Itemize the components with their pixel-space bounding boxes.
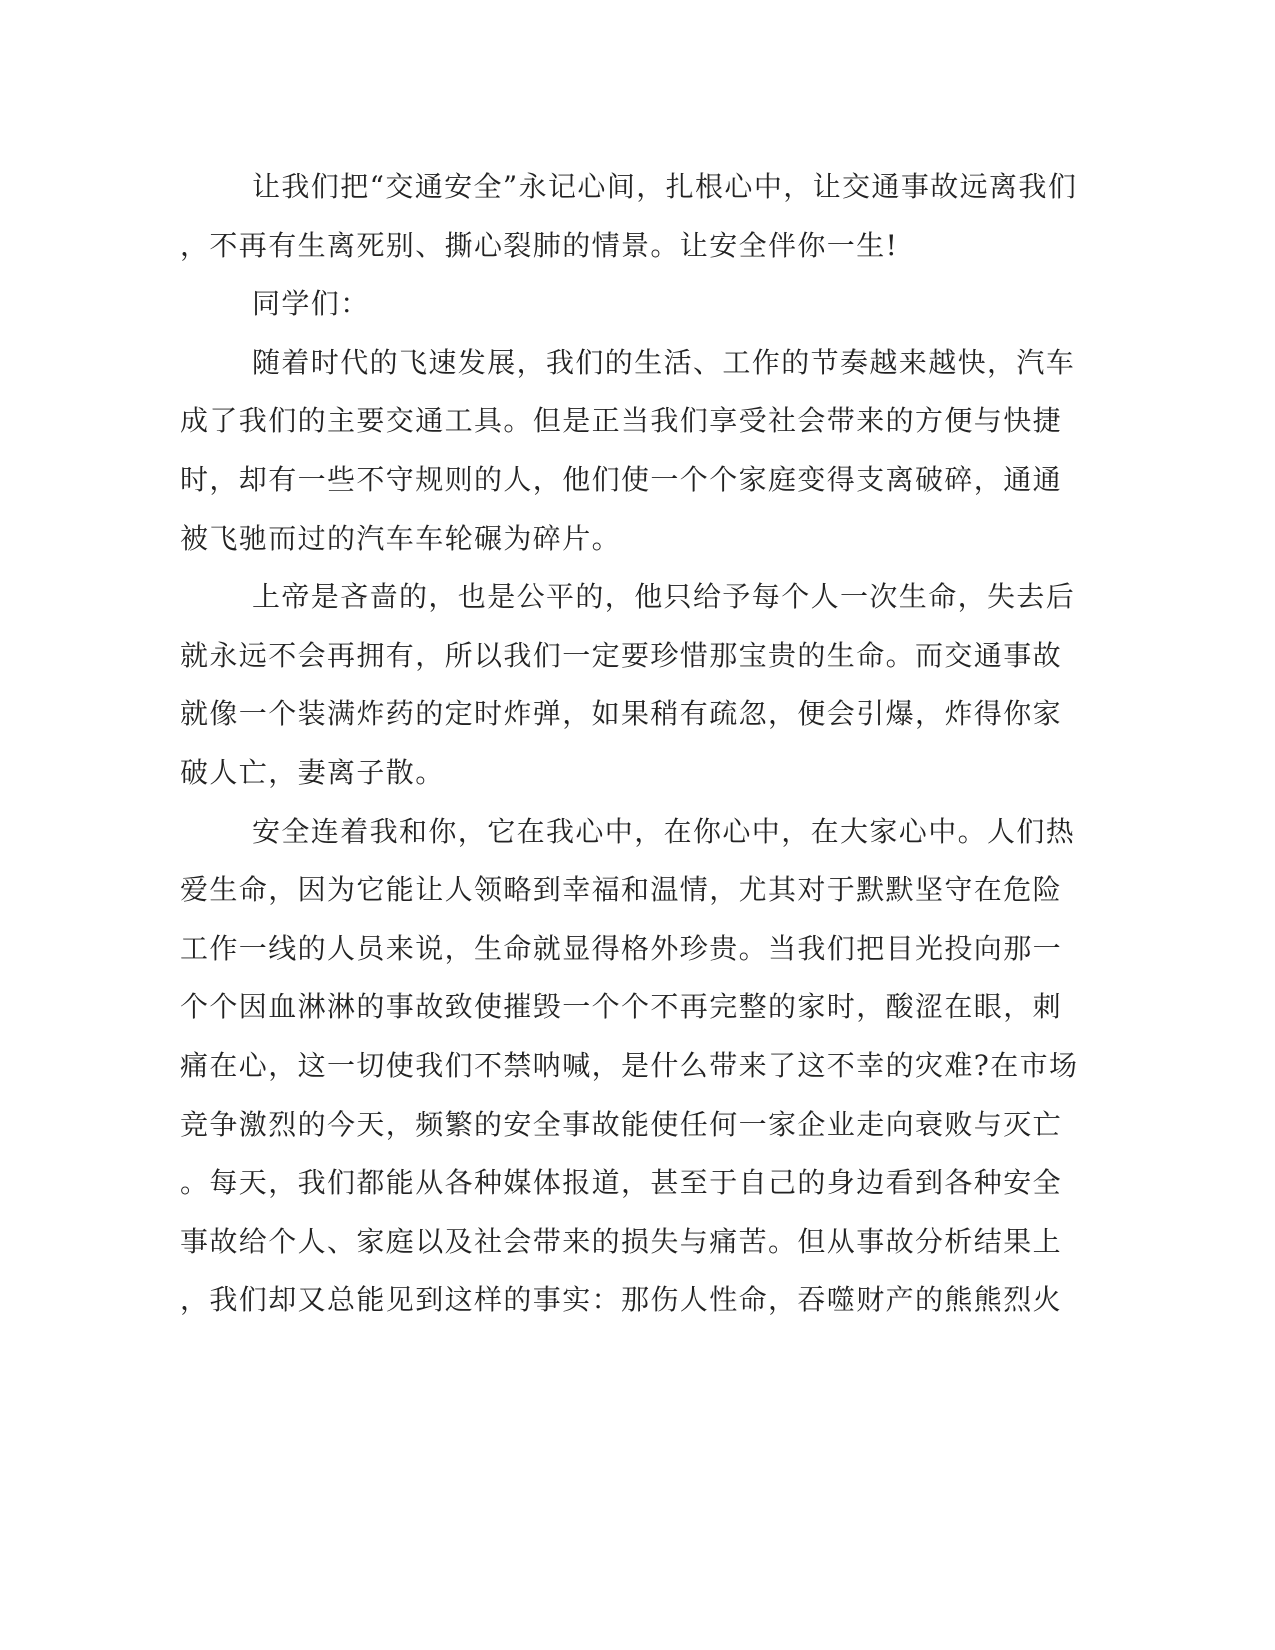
text-line: 被飞驰而过的汽车车轮碾为碎片。 [180,521,622,555]
text-line: 。每天，我们都能从各种媒体报道，甚至于自己的身边看到各种安全 [180,1166,1063,1200]
text-line: 痛在心，这一切使我们不禁呐喊，是什么带来了这不幸的灾难?在市场 [180,1048,1079,1082]
document-body [180,158,1079,1330]
text-line: ，我们却又总能见到这样的事实：那伤人性命，吞噬财产的熊熊烈火 [180,1283,1063,1317]
text-line: 时，却有一些不守规则的人，他们使一个个家庭变得支离破碎，通通 [180,462,1063,496]
text-line: 就永远不会再拥有，所以我们一定要珍惜那宝贵的生命。而交通事故 [180,638,1063,672]
text-line: 工作一线的人员来说，生命就显得格外珍贵。当我们把目光投向那一 [180,931,1063,965]
text-line: 就像一个装满炸药的定时炸弹，如果稍有疏忽，便会引爆，炸得你家 [180,697,1063,731]
text-line: 同学们： [252,287,370,321]
text-line: ，不再有生离死别、撕心裂肺的情景。让安全伴你一生! [180,228,899,262]
text-line: 破人亡，妻离子散。 [180,755,445,789]
text-line: 个个因血淋淋的事故致使摧毁一个个不再完整的家时，酸涩在眼，刺 [180,990,1063,1024]
text-line: 事故给个人、家庭以及社会带来的损失与痛苦。但从事故分析结果上 [180,1224,1063,1258]
text-line: 上帝是吝啬的，也是公平的，他只给予每个人一次生命，失去后 [252,580,1076,614]
text-line: 让我们把“交通安全”永记心间，扎根心中，让交通事故远离我们 [252,170,1078,203]
text-line: 竞争激烈的今天，频繁的安全事故能使任何一家企业走向衰败与灭亡 [180,1107,1063,1141]
text-line: 成了我们的主要交通工具。但是正当我们享受社会带来的方便与快捷 [180,404,1063,438]
text-line: 爱生命，因为它能让人领略到幸福和温情，尤其对于默默坚守在危险 [180,873,1063,907]
text-line: 安全连着我和你，它在我心中，在你心中，在大家心中。人们热 [252,814,1076,848]
text-line: 随着时代的飞速发展，我们的生活、工作的节奏越来越快，汽车 [252,345,1076,379]
